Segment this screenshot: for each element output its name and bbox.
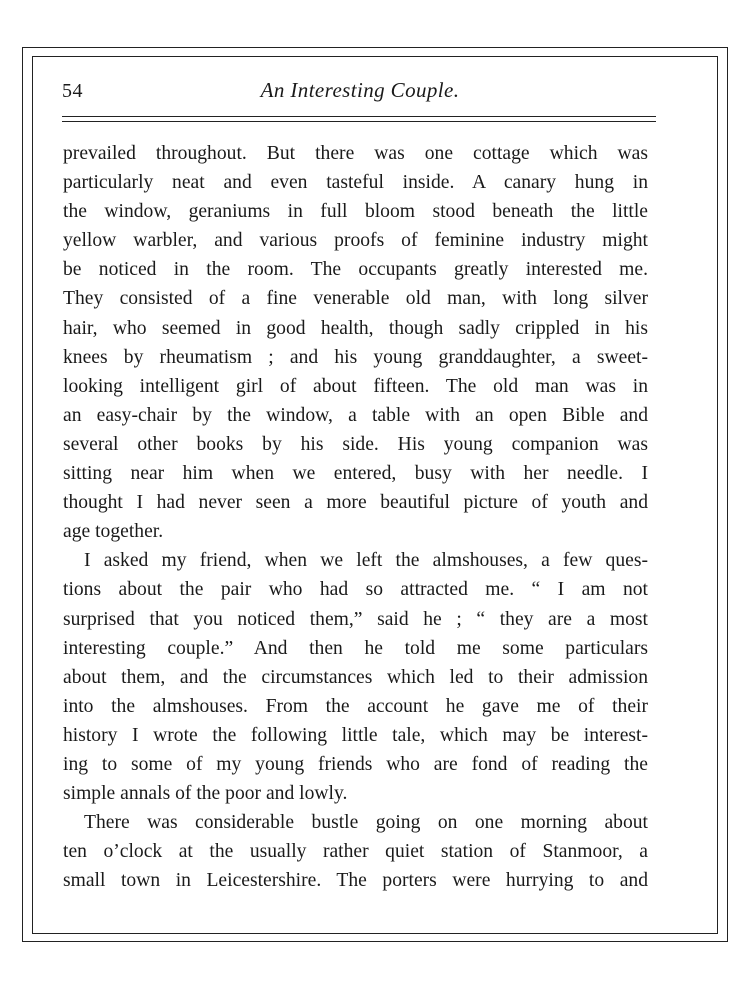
- text-line: sitting near him when we entered, busy with her needle. I: [63, 463, 648, 485]
- text-line: the window, geraniums in full bloom stood beneath the little: [63, 201, 648, 223]
- text-line: age together.: [63, 521, 164, 543]
- page-number: 54: [62, 80, 83, 102]
- text-line: history I wrote the following little tale, which may be interest-: [63, 724, 648, 746]
- text-line: particularly neat and even tasteful inside. A canary hung in: [63, 172, 648, 194]
- text-line: several other books by his side. His young companion was: [63, 433, 648, 455]
- text-line: thought I had never seen a more beautiful picture of youth and: [63, 492, 648, 514]
- text-line: small town in Leicestershire. The porters were hurrying to and: [63, 870, 648, 892]
- text-line: an easy-chair by the window, a table with an open Bible and: [63, 404, 648, 426]
- text-line: ing to some of my young friends who are fond of reading the: [63, 753, 648, 775]
- text-line: yellow warbler, and various proofs of feminine industry might: [63, 230, 648, 252]
- text-line: tions about the pair who had so attracted me. “ I am not: [63, 579, 648, 601]
- text-line: hair, who seemed in good health, though sadly crippled in his: [63, 317, 648, 339]
- text-line: looking intelligent girl of about fifteen. The old man was in: [63, 375, 648, 397]
- header-rule-bottom: [62, 121, 656, 122]
- page-header: [62, 76, 658, 110]
- text-line: be noticed in the room. The occupants greatly interested me.: [63, 259, 648, 281]
- text-line: into the almshouses. From the account he gave me of their: [63, 695, 648, 717]
- text-line: knees by rheumatism ; and his young granddaughter, a sweet-: [63, 346, 648, 368]
- text-line: simple annals of the poor and lowly.: [63, 783, 348, 805]
- text-line: They consisted of a fine venerable old man, with long silver: [63, 288, 648, 310]
- text-line: There was considerable bustle going on one morning about: [84, 812, 648, 834]
- text-line: ten o’clock at the usually rather quiet station of Stanmoor, a: [63, 841, 648, 863]
- body-text: [63, 139, 648, 895]
- text-line: surprised that you noticed them,” said he ; “ they are a most: [63, 608, 648, 630]
- text-line: I asked my friend, when we left the almshouses, a few ques-: [84, 550, 648, 572]
- text-line: interesting couple.” And then he told me some particulars: [63, 637, 648, 659]
- running-title: An Interesting Couple.: [260, 78, 460, 102]
- header-rule-top: [62, 116, 656, 117]
- text-line: prevailed throughout. But there was one cottage which was: [63, 143, 648, 164]
- text-line: about them, and the circumstances which led to their admission: [63, 666, 648, 688]
